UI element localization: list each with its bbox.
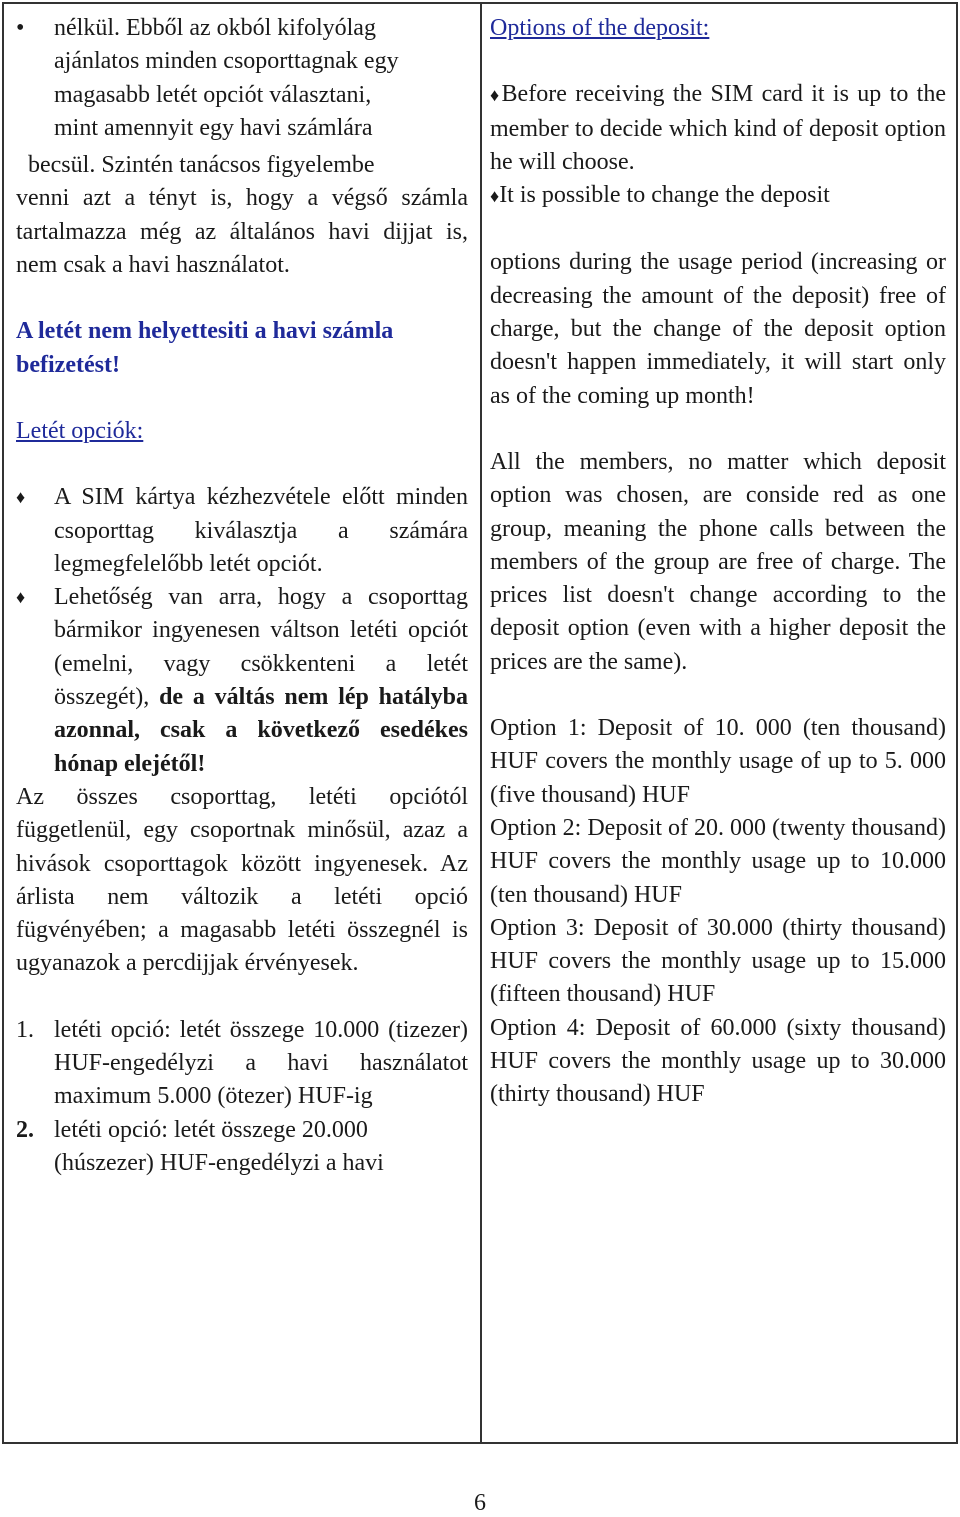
item-text: letéti opció: letét összege 20.000 (húszezer) HUF-engedélyzi a havi [54,1116,384,1176]
option-3: Option 3: Deposit of 30.000 (thirty thousand) HUF covers the monthly usage up to 15.000 (fifteen thousand) HUF [490,914,946,1008]
item-bold: de a váltás nem lép hatályba azonnal, csak a következő esedékes hónap elejétől! [54,684,468,777]
option-1: Option 1: Deposit of 10. 000 (ten thousand) HUF covers the monthly usage of up to 5. 000 (five thousand) HUF [490,715,946,808]
item-text: letéti opció: letét összege 10.000 (tizezer) HUF-engedélyzi a havi használatot maximum 5.000 (ötezer) HUF-ig [54,1016,468,1110]
item-number: 2. [16,1116,34,1143]
text-line: magasabb letét opciót választani, [54,81,372,108]
text-line: becsül. Szintén tanácsos figyelembe [28,152,375,179]
text-line: nélkül. Ebből az okból kifolyólag [54,15,376,41]
english-column [482,4,956,1442]
list-item-text: Before receiving the SIM card it is up to the member to decide which kind of deposit option he will choose. [490,81,946,175]
diamond-bullet-icon: ♦ [490,186,500,207]
list-item [490,78,946,179]
paragraph: Az összes csoporttag, letéti opciótól függetlenül, egy csoportnak minősül, azaz a hivások csoporttagok között ingyenesek. Az árlista nem változik a letéti opció fügvényében; a magasabb letéti összegnél is ugyanazok a percdijjak érvényesek. [16,783,468,977]
list-item-text [54,581,468,781]
hungarian-column [4,4,482,1442]
item-number: 1. [16,1016,34,1043]
diamond-bullet-icon: ♦ [16,487,26,508]
diamond-bullet-icon: ♦ [16,587,26,608]
paragraph: All the members, no matter which deposit option was chosen, are conside red as one group, meaning the phone calls between the members of the group are free of charge. The prices list doesn't change according to the deposit option (even with a higher deposit the prices are the same). [490,448,946,675]
diamond-bullet-icon: ♦ [490,85,502,106]
bold-notice: A letét nem helyettesiti a havi számla befizetést! [16,318,394,378]
text-line: ajánlatos minden csoporttagnak egy [54,48,399,75]
option-2: Option 2: Deposit of 20. 000 (twenty thousand) HUF covers the monthly usage up to 10.000 (ten thousand) HUF [490,814,946,908]
list-item [490,179,946,213]
option-4: Option 4: Deposit of 60.000 (sixty thousand) HUF covers the monthly usage up to 30.000 (thirty thousand) HUF [490,1014,946,1108]
list-item-text: A SIM kártya kézhezvétele előtt minden csoporttag kiválasztja a számára legmegfelelőbb letét opciót. [54,484,468,577]
paragraph: options during the usage period (increasing or decreasing the amount of the deposit) free of charge, but the change of the deposit option doesn't happen immediately, it will start only as of the coming up month! [490,249,946,409]
item-plain: Lehetőség van arra, hogy a csoporttag bármikor ingyenesen váltson letéti opciót (emelni, vagy csökkenteni a letét összegét), [54,584,468,711]
list-item-text: It is possible to change the deposit [499,182,830,209]
paragraph: venni azt a tényt is, hogy a végső számla tartalmazza még az általános havi dijjat is, nem csak a havi használatot. [16,185,468,279]
numbered-item [16,1114,468,1181]
page-number: 6 [474,1490,486,1516]
text-line: mint amennyit egy havi számlára [54,114,373,141]
numbered-item [16,1014,468,1114]
list-item [16,481,468,581]
bilingual-table [2,2,958,1444]
options-heading: Letét opciók: [16,417,144,444]
bullet-dot: • [16,15,25,41]
list-item [16,581,468,781]
options-heading: Options of the deposit: [490,15,710,41]
bullet-item [16,12,468,145]
